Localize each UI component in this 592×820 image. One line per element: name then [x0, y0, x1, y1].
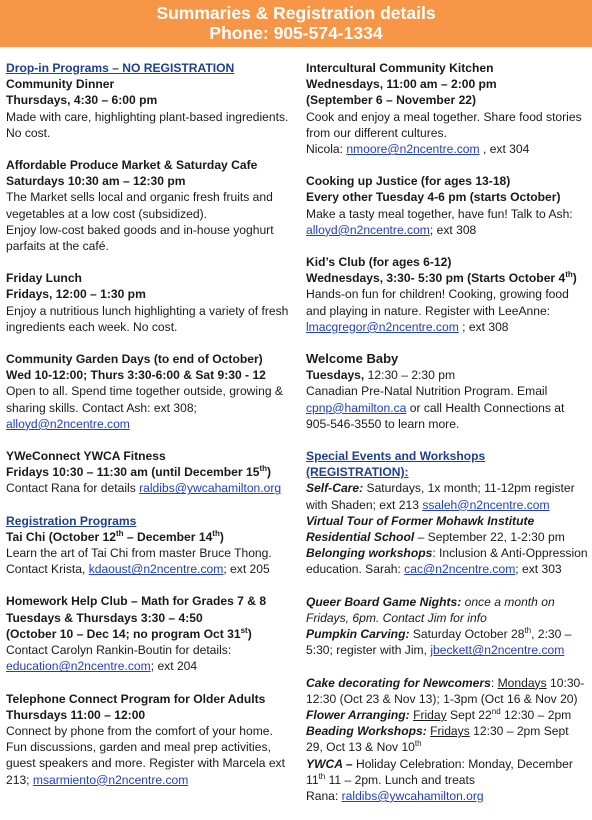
pumpkin-carving: Pumpkin Carving: Saturday October 28th, 2:30 – 5:30; register with Jim, jbeckett@n2ncentre.com [306, 626, 572, 658]
taichi-email-link[interactable]: kdaoust@n2ncentre.com [88, 562, 224, 577]
produce-market [6, 157, 294, 254]
lunch-time: Fridays, 12:00 – 1:30 pm [6, 287, 146, 302]
ywca2-email-link[interactable]: raldibs@ywcahamilton.org [341, 788, 484, 803]
belong-email-link[interactable]: cac@n2ncentre.com [404, 562, 516, 577]
banner-phone: Phone: 905-574-1334 [209, 23, 383, 43]
justice-time: Every other Tuesday 4-6 pm (starts October) [306, 190, 561, 205]
cooking-justice: Cooking up Justice (for ages 13-18) Every other Tuesday 4-6 pm (starts October) Make a tasty meal together, have fun! Talk to Ash: alloyd@n2ncentre.com; ext 308 [306, 173, 588, 238]
dinner-time: Thursdays, 4:30 – 6:00 pm [6, 93, 158, 108]
ywca-fitness [6, 448, 294, 497]
community-kitchen [306, 60, 588, 157]
justice-email-link[interactable]: alloyd@n2ncentre.com [306, 222, 430, 237]
justice-title: Cooking up Justice (for ages 13-18) [306, 174, 511, 189]
kids-title: Kid’s Club (for ages 6-12) [306, 255, 452, 270]
dinner-title: Community Dinner [6, 77, 115, 92]
kids-club: Kid’s Club (for ages 6-12) Wednesdays, 3:30- 5:30 pm (Starts October 4th) Hands-on fun for children! Cooking, growing food and playing in nature. Register with LeeAnne: lmacgregor@n2ncentre.com ; ext 308 [306, 254, 588, 335]
market-time: Saturdays 10:30 am – 12:30 pm [6, 174, 186, 189]
baby-desc: Canadian Pre-Natal Nutrition Program. Email cpnp@hamilton.ca or call Health Connections at 905-546-3550 to learn more. [306, 384, 565, 431]
special-events-group-1 [306, 480, 588, 577]
ywca-holiday: YWCA – Holiday Celebration: Monday, December 11th 11 – 2pm. Lunch and treats [306, 756, 573, 787]
header-banner [0, 0, 592, 47]
residential-school-tour: Virtual Tour of Former Mohawk Institute Residential School – September 22, 1-2:30 pm [306, 513, 565, 545]
kitchen-desc: Cook and enjoy a meal together. Share food stories from our different cultures. [306, 109, 582, 140]
tel-time: Thursdays 11:00 – 12:00 [6, 707, 146, 722]
banner-title: Summaries & Registration details [156, 3, 436, 23]
market-desc-2: Enjoy low-cost baked goods and in-house yoghurt parfaits at the café. [6, 222, 274, 254]
cake-decorating: Cake decorating for Newcomers: Mondays 10:30-12:30 (Oct 23 & Nov 13); 1-3pm (Oct 16 & Nov 20) [306, 675, 585, 706]
selfcare: Self-Care: Saturdays, 1x month; 11-12pm register with Shaden; ext 213 ssaleh@n2ncentre.com [306, 481, 575, 512]
telephone-connect [6, 691, 294, 788]
market-desc-1: The Market sells local and organic fresh fruits and vegetables at a low cost (subsidized). [6, 190, 273, 221]
kids-email-link[interactable]: lmacgregor@n2ncentre.com [306, 319, 459, 334]
justice-desc: Make a tasty meal together, have fun! Talk to Ash: [306, 206, 573, 221]
hw-time: Tuesdays & Thursdays 3:30 – 4:50 [6, 610, 203, 625]
hw-dates: (October 10 – Dec 14; no program Oct 31st) [6, 625, 252, 641]
garden-time: Wed 10-12:00; Thurs 3:30-6:00 & Sat 9:30 - 12 [6, 368, 266, 383]
hw-desc: Contact Carolyn Rankin-Boutin for details: [6, 643, 232, 658]
registration-heading: Registration Programs [6, 513, 137, 528]
welcome-baby [306, 351, 588, 432]
flower-arranging: Flower Arranging: Friday Sept 22nd 12:30 – 2pm [306, 706, 572, 722]
dropin-heading: Drop-in Programs – NO REGISTRATION [6, 61, 235, 75]
baby-email-link[interactable]: cpnp@hamilton.ca [306, 400, 407, 415]
beading-workshops: Beading Workshops: Fridays 12:30 – 2pm Sept 29, Oct 13 & Nov 10th [306, 724, 569, 755]
ywca-title: YWeConnect YWCA Fitness [6, 449, 166, 464]
ywca-desc: Contact Rana for details raldibs@ywcahamilton.org [6, 481, 282, 496]
selfcare-email-link[interactable]: ssaleh@n2ncentre.com [422, 497, 550, 512]
kitchen-dates: (September 6 – November 22) [306, 93, 477, 108]
belonging-workshops: Belonging workshops: Inclusion & Anti-Oppression education. Sarah: cac@n2ncentre.com; ext 303 [306, 546, 588, 577]
special-events-group-2 [306, 594, 588, 659]
lunch-desc: Enjoy a nutritious lunch highlighting a variety of fresh ingredients each week. No cost. [6, 303, 289, 334]
baby-title: Welcome Baby [306, 351, 399, 367]
ywca-email-link[interactable]: raldibs@ywcahamilton.org [139, 481, 282, 496]
kitchen-time: Wednesdays, 11:00 am – 2:00 pm [306, 77, 497, 92]
left-column [6, 60, 294, 804]
garden-desc: Open to all. Spend time together outside, growing & sharing skills. Contact Ash: ext 308; [6, 384, 283, 415]
hw-title: Homework Help Club – Math for Grades 7 & 8 [6, 594, 267, 609]
special-events-group-3 [306, 675, 588, 805]
tel-email-link[interactable]: msarmiento@n2ncentre.com [32, 772, 189, 787]
taichi-desc: Learn the art of Tai Chi from master Bruce Thong. Contact Krista, kdaoust@n2ncentre.com; ext 205 [6, 546, 272, 577]
homework-club: Homework Help Club – Math for Grades 7 & 8 Tuesdays & Thursdays 3:30 – 4:50 (October 10 – Dec 14; no program Oct 31st) Contact Carolyn Rankin-Boutin for details: education@n2ncentre.com; ext 204 [6, 593, 294, 674]
ywca-holiday-contact: Rana: raldibs@ywcahamilton.org [306, 788, 484, 803]
kitchen-email-link[interactable]: nmoore@n2ncentre.com [346, 142, 480, 157]
dinner-desc: Made with care, highlighting plant-based ingredients. No cost. [6, 109, 289, 140]
friday-lunch [6, 270, 294, 335]
kitchen-title: Intercultural Community Kitchen [306, 61, 494, 75]
tel-title: Telephone Connect Program for Older Adults [6, 691, 266, 706]
lunch-title: Friday Lunch [6, 271, 82, 286]
right-column [306, 60, 588, 820]
garden-title: Community Garden Days (to end of October) [6, 352, 263, 367]
tai-chi [6, 529, 294, 578]
kitchen-contact: Nicola: nmoore@n2ncentre.com , ext 304 [306, 142, 530, 157]
taichi-title: Tai Chi (October 12th – December 14th) [6, 528, 224, 544]
market-title: Affordable Produce Market & Saturday Cafe [6, 158, 258, 173]
garden-email-link[interactable]: alloyd@n2ncentre.com [6, 416, 130, 431]
special-events-heading: Special Events and Workshops (REGISTRATION): [306, 449, 486, 480]
queer-board-games: Queer Board Game Nights: once a month on Fridays, 6pm. Contact Jim for info [306, 594, 555, 625]
kids-desc: Hands-on fun for children! Cooking, growing food and playing in nature. Register with LeeAnne: [306, 287, 569, 318]
pumpkin-email-link[interactable]: jbeckett@n2ncentre.com [430, 643, 565, 658]
hw-email-link[interactable]: education@n2ncentre.com [6, 659, 151, 674]
community-dinner [6, 76, 294, 141]
garden-days [6, 351, 294, 432]
ywca-time: Fridays 10:30 – 11:30 am (until December 15th) [6, 464, 272, 480]
tel-desc: Connect by phone from the comfort of your home. Fun discussions, garden and meal prep activities, guest speakers and more. Register with Marcela ext 213; msarmiento@n2ncentre.com [6, 723, 285, 787]
baby-time: Tuesdays, 12:30 – 2:30 pm [306, 368, 456, 383]
kids-time: Wednesdays, 3:30- 5:30 pm (Starts October 4th) [306, 270, 577, 286]
